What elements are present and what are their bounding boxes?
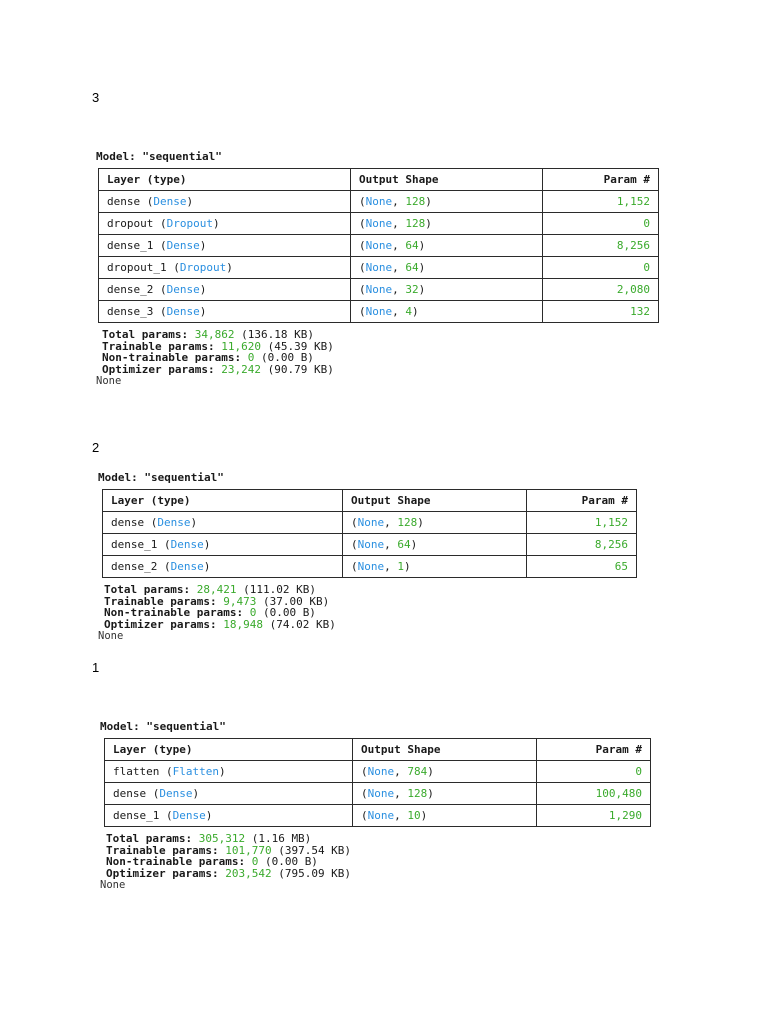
layer-type: Dropout <box>179 261 227 274</box>
totals-size: (795.09 KB) <box>278 866 352 880</box>
shape-none: None <box>365 239 393 252</box>
shape-none: None <box>365 283 393 296</box>
layer-name: dense_1 <box>111 538 158 551</box>
layer-name: dense_1 <box>107 239 154 252</box>
model-title: Model: "sequential" <box>96 150 222 163</box>
shape-none: None <box>365 261 393 274</box>
shape-none: None <box>357 560 385 573</box>
none-output: None <box>100 879 126 891</box>
shape-cell: (None, 32) <box>351 279 543 301</box>
totals-label: Total params: <box>104 583 191 596</box>
layer-name: dense <box>113 787 147 800</box>
table-row <box>105 761 651 783</box>
totals-value: 23,242 <box>221 362 261 376</box>
table-row <box>99 235 659 257</box>
table-row <box>99 279 659 301</box>
totals-label: Total params: <box>106 832 193 845</box>
shape-dim: 1 <box>397 560 404 573</box>
totals-value: 34,862 <box>194 328 235 341</box>
table-header-row <box>105 739 651 761</box>
totals-label: Total params: <box>102 328 189 341</box>
param-cell: 0 <box>537 761 651 783</box>
shape-dim: 128 <box>405 195 426 208</box>
totals-value: 11,620 <box>221 339 261 353</box>
header-param: Param # <box>527 490 637 512</box>
layer-name: dense_2 <box>111 560 158 573</box>
totals-label: Trainable params: <box>106 843 219 857</box>
layer-cell: dropout (Dropout) <box>99 213 351 235</box>
totals-label: Trainable params: <box>104 594 217 608</box>
totals-value: 28,421 <box>196 583 237 596</box>
optimizer-params <box>104 619 637 631</box>
layer-cell: dense_1 (Dense) <box>105 805 353 827</box>
shape-cell: (None, 4) <box>351 301 543 323</box>
layer-type: Dense <box>166 239 200 252</box>
layer-cell: dropout_1 (Dropout) <box>99 257 351 279</box>
layer-type: Dense <box>166 305 200 318</box>
layer-type: Dropout <box>166 217 213 230</box>
param-cell: 132 <box>543 301 659 323</box>
optimizer-params <box>106 868 651 880</box>
param-cell: 0 <box>543 213 659 235</box>
model-title: Model: "sequential" <box>98 471 224 484</box>
param-cell: 65 <box>527 556 637 578</box>
layer-cell: dense_1 (Dense) <box>103 534 343 556</box>
table-row <box>99 301 659 323</box>
optimizer-params <box>102 364 659 376</box>
header-layer: Layer (type) <box>103 490 343 512</box>
shape-none: None <box>365 217 393 230</box>
totals-label: Non-trainable params: <box>102 351 242 364</box>
shape-none: None <box>357 538 385 551</box>
totals-label: Trainable params: <box>102 339 215 353</box>
shape-dim: 128 <box>407 787 428 800</box>
totals-label: Optimizer params: <box>106 866 219 880</box>
shape-cell: (None, 128) <box>351 191 543 213</box>
param-totals <box>106 833 651 879</box>
param-cell: 8,256 <box>543 235 659 257</box>
model-summary <box>100 720 651 891</box>
table-row <box>103 534 637 556</box>
param-cell: 0 <box>543 257 659 279</box>
section-number: 2 <box>92 440 100 455</box>
shape-dim: 64 <box>405 261 419 274</box>
table-row <box>105 783 651 805</box>
layer-type: Flatten <box>172 765 219 778</box>
shape-dim: 32 <box>405 283 419 296</box>
totals-value: 203,542 <box>225 866 272 880</box>
table-row <box>105 805 651 827</box>
layer-type: Dense <box>170 538 204 551</box>
model-summary <box>98 471 637 642</box>
section-number: 3 <box>92 90 100 105</box>
param-cell: 1,290 <box>537 805 651 827</box>
shape-dim: 128 <box>397 516 418 529</box>
totals-value: 0 <box>247 351 255 364</box>
layer-name: flatten <box>113 765 160 778</box>
layer-name: dense_1 <box>113 809 160 822</box>
totals-size: (397.54 KB) <box>278 843 352 857</box>
layer-name: dense_2 <box>107 283 154 296</box>
layer-type: Dense <box>166 283 200 296</box>
layers-table <box>104 738 651 827</box>
param-totals <box>102 329 659 375</box>
layer-cell: dense_2 (Dense) <box>103 556 343 578</box>
none-output: None <box>96 375 122 387</box>
header-layer: Layer (type) <box>105 739 353 761</box>
totals-label: Non-trainable params: <box>106 855 246 868</box>
shape-cell: (None, 784) <box>353 761 537 783</box>
param-cell: 1,152 <box>543 191 659 213</box>
table-header-row <box>103 490 637 512</box>
layers-table <box>102 489 637 578</box>
shape-dim: 784 <box>407 765 428 778</box>
totals-size: (90.79 KB) <box>267 362 334 376</box>
shape-cell: (None, 64) <box>351 257 543 279</box>
layer-type: Dense <box>157 516 191 529</box>
layer-name: dense <box>111 516 145 529</box>
shape-cell: (None, 10) <box>353 805 537 827</box>
layer-type: Dense <box>172 809 206 822</box>
layer-cell: dense_1 (Dense) <box>99 235 351 257</box>
shape-dim: 64 <box>397 538 411 551</box>
layer-cell: dense (Dense) <box>103 512 343 534</box>
shape-cell: (None, 1) <box>343 556 527 578</box>
param-cell: 100,480 <box>537 783 651 805</box>
param-cell: 2,080 <box>543 279 659 301</box>
shape-cell: (None, 128) <box>353 783 537 805</box>
shape-cell: (None, 64) <box>351 235 543 257</box>
totals-size: (111.02 KB) <box>243 583 316 596</box>
totals-size: (37.00 KB) <box>262 594 330 608</box>
layer-cell: flatten (Flatten) <box>105 761 353 783</box>
layer-cell: dense (Dense) <box>105 783 353 805</box>
header-param: Param # <box>543 169 659 191</box>
table-row <box>103 556 637 578</box>
shape-dim: 128 <box>405 217 426 230</box>
header-output-shape: Output Shape <box>343 490 527 512</box>
totals-size: (136.18 KB) <box>241 328 314 341</box>
layers-table <box>98 168 659 323</box>
totals-value: 0 <box>249 606 257 619</box>
totals-size: (1.16 MB) <box>251 832 312 845</box>
layer-name: dense <box>107 195 141 208</box>
header-output-shape: Output Shape <box>351 169 543 191</box>
model-title: Model: "sequential" <box>100 720 226 733</box>
shape-dim: 4 <box>405 305 412 318</box>
shape-dim: 64 <box>405 239 419 252</box>
header-param: Param # <box>537 739 651 761</box>
table-row <box>99 191 659 213</box>
shape-cell: (None, 64) <box>343 534 527 556</box>
layer-type: Dense <box>153 195 187 208</box>
totals-label: Non-trainable params: <box>104 606 244 619</box>
totals-value: 101,770 <box>225 843 272 857</box>
shape-cell: (None, 128) <box>343 512 527 534</box>
shape-dim: 10 <box>407 809 421 822</box>
model-summary <box>96 150 659 387</box>
table-header-row <box>99 169 659 191</box>
section-number: 1 <box>92 660 100 675</box>
table-row <box>99 257 659 279</box>
shape-none: None <box>367 765 395 778</box>
layer-cell: dense (Dense) <box>99 191 351 213</box>
totals-value: 18,948 <box>223 617 263 631</box>
layer-cell: dense_3 (Dense) <box>99 301 351 323</box>
param-cell: 1,152 <box>527 512 637 534</box>
none-output: None <box>98 630 124 642</box>
header-layer: Layer (type) <box>99 169 351 191</box>
layer-cell: dense_2 (Dense) <box>99 279 351 301</box>
shape-none: None <box>367 787 395 800</box>
totals-size: (74.02 KB) <box>269 617 336 631</box>
table-row <box>103 512 637 534</box>
param-totals <box>104 584 637 630</box>
param-cell: 8,256 <box>527 534 637 556</box>
shape-none: None <box>365 195 393 208</box>
layer-type: Dense <box>170 560 204 573</box>
totals-size: (0.00 B) <box>262 606 316 619</box>
totals-size: (0.00 B) <box>264 855 318 868</box>
totals-label: Optimizer params: <box>104 617 217 631</box>
shape-none: None <box>367 809 395 822</box>
totals-label: Optimizer params: <box>102 362 215 376</box>
layer-name: dropout <box>107 217 154 230</box>
totals-value: 305,312 <box>198 832 246 845</box>
totals-size: (45.39 KB) <box>267 339 334 353</box>
layer-type: Dense <box>159 787 193 800</box>
totals-value: 0 <box>251 855 259 868</box>
header-output-shape: Output Shape <box>353 739 537 761</box>
totals-size: (0.00 B) <box>260 351 314 364</box>
shape-none: None <box>365 305 393 318</box>
layer-name: dropout_1 <box>107 261 167 274</box>
table-row <box>99 213 659 235</box>
shape-cell: (None, 128) <box>351 213 543 235</box>
shape-none: None <box>357 516 385 529</box>
layer-name: dense_3 <box>107 305 154 318</box>
totals-value: 9,473 <box>223 594 257 608</box>
